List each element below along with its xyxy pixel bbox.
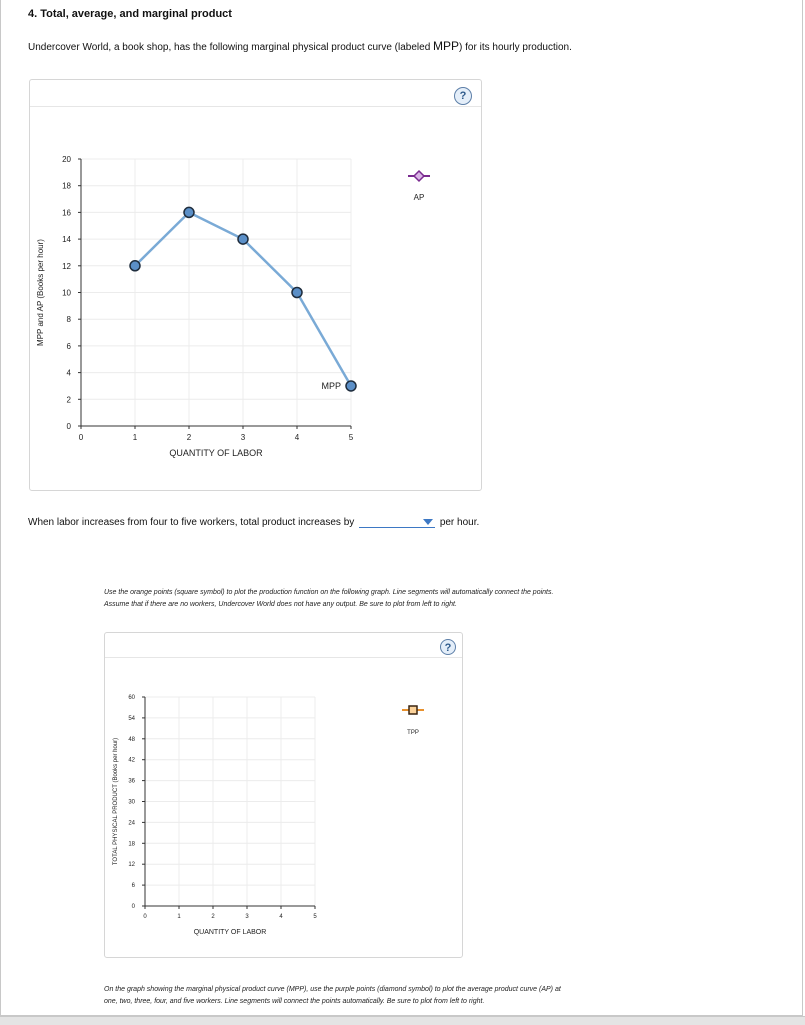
x-tick-label: 3 bbox=[245, 914, 249, 920]
y-tick-label: 18 bbox=[128, 841, 135, 848]
y-axis-title: MPP and AP (Books per hour) bbox=[36, 239, 45, 346]
y-tick-label: 6 bbox=[131, 883, 135, 890]
intro-suffix: ) for its hourly production. bbox=[459, 42, 572, 53]
y-tick-label: 8 bbox=[66, 315, 71, 325]
y-axis-title: TOTAL PHYSICAL PRODUCT (Books per hour) bbox=[113, 737, 119, 866]
y-tick-label: 36 bbox=[128, 778, 135, 785]
series-label-mpp: MPP bbox=[321, 380, 341, 391]
tpp-graph-panel bbox=[104, 632, 463, 958]
data-point-mpp[interactable] bbox=[238, 234, 248, 244]
chevron-down-icon bbox=[423, 519, 433, 525]
y-tick-label: 16 bbox=[62, 208, 71, 218]
x-tick-label: 5 bbox=[348, 433, 354, 442]
x-tick-label: 1 bbox=[177, 914, 181, 920]
x-tick-label: 5 bbox=[313, 914, 317, 920]
y-tick-label: 4 bbox=[66, 368, 71, 378]
fill-in-prefix: When labor increases from four to five workers, total product increases by bbox=[28, 517, 355, 528]
question-intro bbox=[28, 39, 572, 53]
tpp-instructions bbox=[104, 587, 744, 611]
y-tick-label: 18 bbox=[62, 181, 71, 191]
y-tick-label: 6 bbox=[66, 341, 71, 351]
help-icon[interactable]: ? bbox=[440, 639, 456, 655]
fill-in-question bbox=[28, 515, 479, 528]
x-tick-label: 2 bbox=[211, 914, 215, 920]
y-tick-label: 60 bbox=[128, 695, 135, 701]
x-tick-label: 4 bbox=[294, 433, 300, 442]
data-point-mpp[interactable] bbox=[292, 288, 302, 298]
answer-dropdown[interactable] bbox=[359, 515, 435, 528]
y-tick-label: 14 bbox=[62, 235, 71, 245]
intro-prefix: Undercover World, a book shop, has the following marginal physical product curve (labeled bbox=[28, 42, 434, 53]
y-tick-label: 10 bbox=[62, 288, 71, 298]
help-icon[interactable]: ? bbox=[454, 87, 472, 105]
tpp-instructions-line2: Assume that if there are no workers, Undercover World does not have any output. Be sure to plot from left to right. bbox=[104, 601, 457, 608]
y-tick-label: 12 bbox=[62, 261, 71, 271]
ap-instructions bbox=[104, 984, 744, 1008]
x-tick-label: 3 bbox=[240, 433, 246, 442]
diamond-icon[interactable] bbox=[414, 171, 424, 181]
palette-label-ap: AP bbox=[413, 193, 425, 202]
mpp-graph-panel bbox=[29, 79, 482, 491]
data-point-mpp[interactable] bbox=[130, 261, 140, 271]
question-title: 4. Total, average, and marginal product bbox=[28, 8, 232, 20]
x-tick-label: 0 bbox=[78, 433, 84, 442]
tpp-instructions-line1: Use the orange points (square symbol) to plot the production function on the following graph. Line segments will automatically connect the points. bbox=[104, 589, 554, 596]
y-tick-label: 42 bbox=[128, 757, 135, 764]
mpp-chart bbox=[30, 80, 483, 492]
x-tick-label: 4 bbox=[279, 914, 283, 920]
data-point-mpp[interactable] bbox=[346, 381, 356, 391]
y-tick-label: 30 bbox=[128, 799, 135, 806]
y-tick-label: 48 bbox=[128, 736, 135, 743]
x-axis-title: QUANTITY OF LABOR bbox=[193, 929, 267, 936]
palette-label-tpp: TPP bbox=[407, 730, 419, 736]
y-tick-label: 12 bbox=[128, 862, 135, 869]
y-tick-label: 0 bbox=[131, 904, 135, 910]
x-tick-label: 2 bbox=[186, 433, 192, 442]
x-axis-title: QUANTITY OF LABOR bbox=[169, 448, 263, 458]
ap-instructions-line1: On the graph showing the marginal physical product curve (MPP), use the purple points (diamond symbol) to plot the average product curve (AP) at bbox=[104, 986, 561, 993]
tpp-chart bbox=[105, 633, 464, 959]
data-point-mpp[interactable] bbox=[184, 207, 194, 217]
square-icon[interactable] bbox=[409, 706, 417, 714]
x-tick-label: 1 bbox=[132, 433, 138, 442]
intro-mpp-label: MPP bbox=[433, 39, 460, 53]
ap-instructions-line2: one, two, three, four, and five workers. Line segments will connect the points automatically. Be sure to plot from left to right. bbox=[104, 998, 485, 1005]
y-tick-label: 20 bbox=[62, 155, 71, 164]
x-tick-label: 0 bbox=[143, 914, 147, 920]
y-tick-label: 0 bbox=[66, 422, 71, 431]
y-tick-label: 54 bbox=[128, 715, 135, 722]
y-tick-label: 24 bbox=[128, 820, 135, 827]
fill-in-suffix: per hour. bbox=[439, 517, 480, 528]
y-tick-label: 2 bbox=[66, 395, 71, 405]
